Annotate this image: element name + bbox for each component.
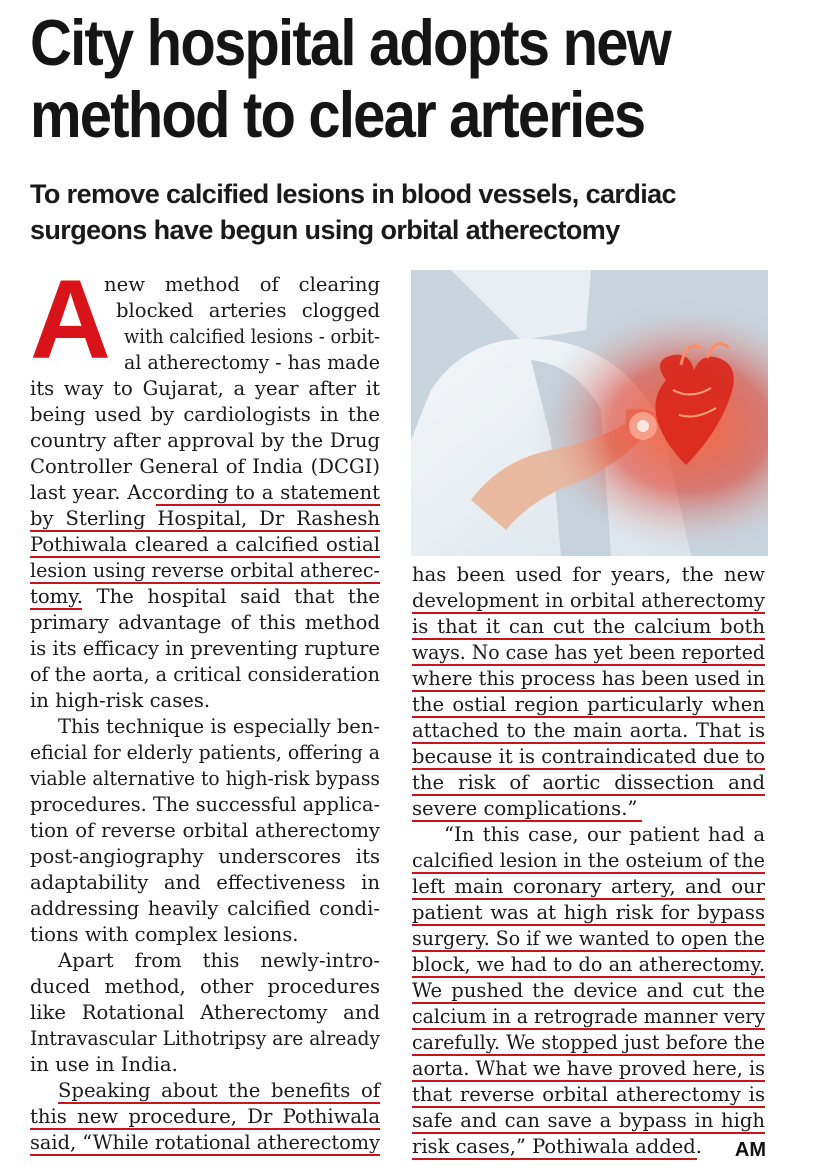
article-text: post-angiography underscores its: [30, 845, 380, 868]
subheadline-line-2: surgeons have begun using orbital atherectomy: [30, 215, 620, 245]
article-text: the ostial region particularly when: [412, 693, 765, 716]
article-text: tions with complex lesions.: [30, 923, 299, 946]
article-text: addressing heavily calcified condi-: [30, 897, 380, 920]
right-column-line: [412, 978, 765, 1004]
article-text: viable alternative to high-risk bypass: [30, 767, 380, 790]
article-text: has been used for years, the new: [412, 563, 765, 586]
right-column-line: [412, 1004, 765, 1030]
right-column-line: [412, 1030, 765, 1056]
article-text: primary advantage of this method: [30, 611, 380, 634]
headline-line-2: method to clear arteries: [30, 78, 645, 152]
article-text: aorta. What we have proved here, is: [412, 1057, 765, 1080]
article-text: is that it can cut the calcium both: [412, 615, 765, 638]
article-text: lesion using reverse orbital atherec-: [30, 559, 380, 582]
article-text: patient was at high risk for bypass: [412, 901, 765, 924]
article-text: development in orbital atherectomy: [412, 589, 765, 612]
article-text: by Sterling Hospital, Dr Rashesh: [30, 507, 380, 530]
article-text: al atherectomy - has made: [124, 351, 380, 374]
subheadline-line-1: To remove calcified lesions in blood vessels, cardiac: [30, 179, 676, 209]
article-text: blocked arteries clogged: [116, 299, 380, 322]
article-text: calcium in a retrograde manner very: [412, 1005, 765, 1028]
article-text: eficial for elderly patients, offering a: [30, 741, 380, 764]
right-column-line: [444, 822, 765, 848]
right-column-line: [412, 1108, 765, 1134]
article-photo: [411, 270, 768, 556]
doctor-heart-image: [411, 270, 768, 556]
article-text: the risk of aortic dissection and: [412, 771, 765, 794]
right-column-line: [412, 1056, 765, 1082]
article-text: like Rotational Atherectomy and: [30, 1001, 380, 1024]
article-text: is its efficacy in preventing rupture: [30, 637, 380, 660]
article-text: block, we had to do an atherectomy.: [412, 953, 765, 976]
article-text: “In this case, our patient had a: [444, 823, 765, 846]
article-text: Pothiwala cleared a calcified ostial: [30, 533, 380, 556]
article-text: country after approval by the Drug: [30, 429, 380, 452]
right-column-line: [412, 692, 765, 718]
article-text: of the aorta, a critical consideration: [30, 663, 380, 686]
article-text: that reverse orbital atherectomy is: [412, 1083, 765, 1106]
article-text: being used by cardiologists in the: [30, 403, 380, 426]
article-text: surgery. So if we wanted to open the: [412, 927, 765, 950]
article-text: This technique is especially ben-: [58, 715, 380, 738]
article-text: severe complications.”: [412, 797, 638, 820]
highlight-underline: [412, 1158, 697, 1160]
article-text: Speaking about the benefits of: [58, 1079, 380, 1102]
article-text: in high-risk cases.: [30, 689, 211, 712]
article-text: with calcified lesions - orbit-: [124, 325, 380, 348]
article-text: ways. No case has yet been reported: [412, 641, 765, 664]
headline-line-1: City hospital adopts new: [30, 6, 670, 80]
article-text: adaptability and effectiveness in: [30, 871, 380, 894]
article-text: Controller General of India (DCGI): [30, 455, 380, 478]
article-text: said, “While rotational atherectomy: [30, 1131, 380, 1154]
article-text: where this process has been used in: [412, 667, 765, 690]
article-text: in use in India.: [30, 1053, 178, 1076]
right-column-line: [412, 770, 765, 796]
right-column-line: [412, 874, 765, 900]
right-column-line: [412, 744, 765, 770]
right-column-line: [412, 900, 765, 926]
article-text: last year. According to a statement: [30, 481, 380, 504]
article-text: procedures. The successful applica-: [30, 793, 380, 816]
article-text: because it is contraindicated due to: [412, 745, 765, 768]
article-text: risk cases,” Pothiwala added.: [412, 1135, 702, 1158]
article-text: calcified lesion in the osteium of the: [412, 849, 765, 872]
right-column-line: [412, 588, 765, 614]
right-column-line: [412, 926, 765, 952]
article-text: attached to the main aorta. That is: [412, 719, 765, 742]
right-column-line: [412, 952, 765, 978]
article-text: tomy. The hospital said that the: [30, 585, 380, 608]
article-text: duced method, other procedures: [30, 975, 380, 998]
author-signoff: AM: [734, 1139, 766, 1161]
right-column-line: [412, 1082, 765, 1108]
article-text: carefully. We stopped just before the: [412, 1031, 765, 1054]
right-column-line: [412, 1134, 702, 1160]
article-text: new method of clearing: [104, 273, 380, 296]
article-text: We pushed the device and cut the: [412, 979, 765, 1002]
right-column-line: [412, 562, 765, 588]
right-column-line: [412, 796, 765, 822]
article-text: this new procedure, Dr Pothiwala: [30, 1105, 380, 1128]
article-text: safe and can save a bypass in high: [412, 1109, 765, 1132]
right-column-line: [412, 614, 765, 640]
article-text: Intravascular Lithotripsy are already: [30, 1027, 380, 1050]
article-text: its way to Gujarat, a year after it: [30, 377, 380, 400]
right-column-line: [412, 718, 765, 744]
article-text: tion of reverse orbital atherectomy: [30, 819, 380, 842]
article-text: Apart from this newly-intro-: [58, 949, 380, 972]
right-column-line: [412, 848, 765, 874]
article-text: left main coronary artery, and our: [412, 875, 765, 898]
right-column-line: [412, 640, 765, 666]
right-column-line: [412, 666, 765, 692]
drop-cap: A: [30, 257, 111, 382]
